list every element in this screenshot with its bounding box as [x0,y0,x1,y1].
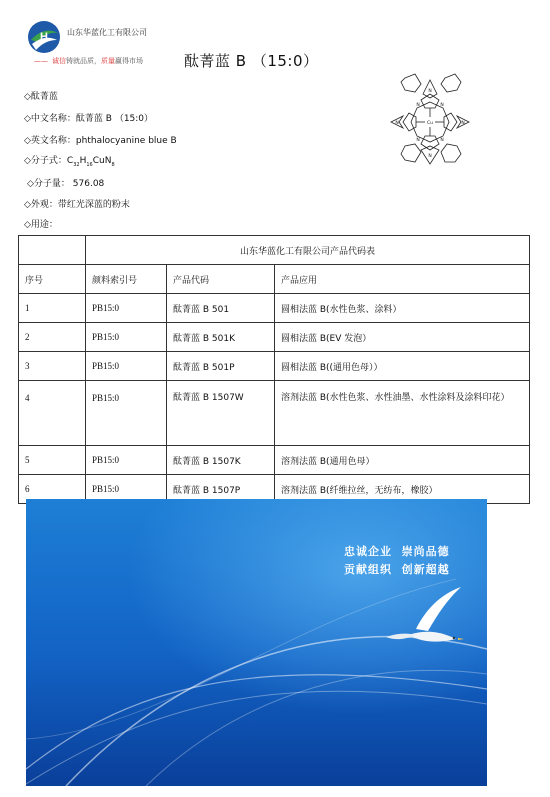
column-header-pigment-index: 颜料索引号 [86,265,167,294]
table-title: 山东华蓝化工有限公司产品代码表 [86,236,530,265]
row-application: 圆相法蓝 B((通用色母）） [275,352,530,381]
svg-text:H: H [40,31,48,43]
svg-text:N: N [395,121,399,126]
row-product-code: 酞菁蓝 B 1507P [167,475,275,504]
slogan-word-quality: 质量 [101,57,115,65]
slogan-text-1: 铸就品质， [66,57,101,65]
column-header-number: 序号 [19,265,86,294]
slogan [34,56,143,66]
row-number: 3 [19,352,86,381]
info-english-name: ◇英文名称：phthalocyanine blue B [24,136,177,146]
svg-text:N: N [461,121,465,126]
formula-c: C [66,156,74,166]
row-pigment-index: PB15:0 [86,352,167,381]
formula-h: H [79,156,87,166]
company-logo-icon [27,20,61,54]
banner-motto-1 [344,543,450,559]
banner-motto-1a: 忠诚企业 [344,545,392,558]
table-row [19,294,530,323]
column-header-product-code: 产品代码 [167,265,275,294]
slogan-word-integrity: 诚信 [52,57,66,65]
row-pigment-index: PB15:0 [86,294,167,323]
row-application: 溶剂法蓝 B(纤维拉丝，无纺布，橡胶） [275,475,530,504]
product-code-table [18,235,530,504]
slogan-dash: —— [34,57,48,65]
table-row [19,323,530,352]
company-name: 山东华蓝化工有限公司 [67,28,147,37]
table-row [19,352,530,381]
table-row [19,446,530,475]
row-product-code: 酞菁蓝 B 501P [167,352,275,381]
row-application: 圆相法蓝 B(水性色浆、涂料） [275,294,530,323]
corporate-banner [26,499,487,786]
banner-motto-2 [344,561,450,577]
formula-c-count: 32 [73,161,80,168]
molecular-structure-diagram [385,70,475,180]
copper-atom-label: Cu [427,121,433,126]
row-application: 溶剂法蓝 B(水性色浆、水性油墨、水性涂料及涂料印花） [275,381,530,446]
banner-motto-2a: 贡献组织 [344,563,392,576]
row-pigment-index: PB15:0 [86,446,167,475]
banner-motto-1b: 崇尚品德 [401,545,450,558]
row-product-code: 酞菁蓝 B 501 [167,294,275,323]
info-formula [24,157,115,168]
info-usage: ◇用途： [24,220,58,230]
info-chinese-name: ◇中文名称：酞菁蓝 B （15:0） [24,114,154,124]
column-header-application: 产品应用 [275,265,530,294]
row-product-code: 酞菁蓝 B 1507W [167,381,275,446]
page-title: 酞菁蓝 B （15:0） [184,52,319,70]
svg-text:N: N [416,138,420,143]
svg-text:N: N [428,89,432,94]
formula-label: ◇分子式： [24,156,67,166]
slogan-text-2: 赢得市场 [115,57,143,65]
row-pigment-index: PB15:0 [86,323,167,352]
svg-text:N: N [416,103,420,108]
row-application: 圆相法蓝 B(EV 发泡） [275,323,530,352]
row-number: 1 [19,294,86,323]
svg-text:N: N [440,103,444,108]
banner-motto-2b: 创新超越 [401,563,450,576]
formula-n-count: 8 [111,161,115,168]
row-pigment-index: PB15:0 [86,381,167,446]
row-product-code: 酞菁蓝 B 1507K [167,446,275,475]
table-corner-cell [19,236,86,265]
formula-cun: CuN [92,156,112,166]
row-number: 5 [19,446,86,475]
row-number: 4 [19,381,86,446]
svg-text:N: N [440,138,444,143]
row-application: 溶剂法蓝 B(通用色母） [275,446,530,475]
svg-text:N: N [428,154,432,159]
table-row [19,381,530,446]
row-number: 6 [19,475,86,504]
info-name: ◇酞菁蓝 [24,92,58,102]
info-molecular-weight: ◇分子量： 576.08 [27,179,105,189]
row-pigment-index: PB15:0 [86,475,167,504]
info-appearance: ◇外观：带红光深蓝的粉末 [24,200,130,210]
row-product-code: 酞菁蓝 B 501K [167,323,275,352]
formula-h-count: 16 [86,161,93,168]
row-number: 2 [19,323,86,352]
